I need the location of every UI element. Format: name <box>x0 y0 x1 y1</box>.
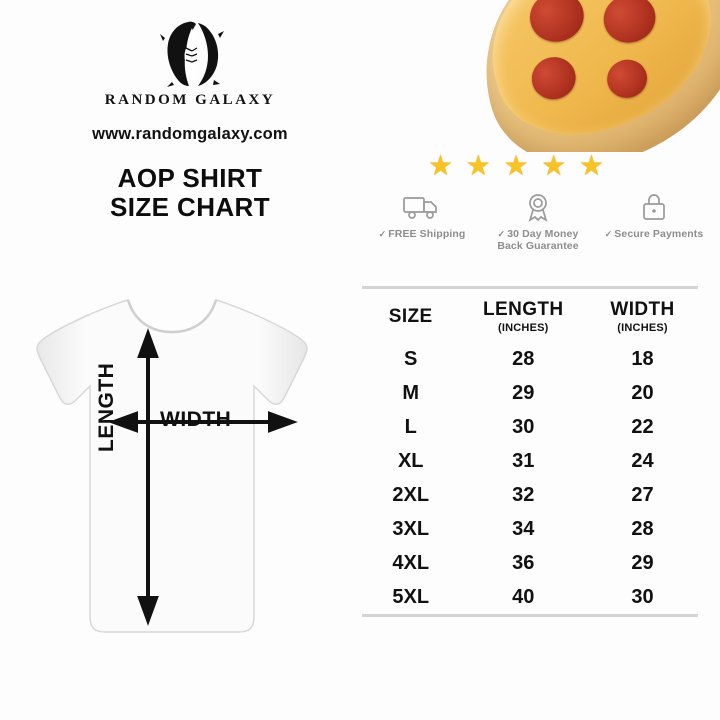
badge-free-shipping <box>368 190 476 240</box>
table-row <box>362 376 698 410</box>
badge-label: ✓ FREE Shipping <box>378 228 466 240</box>
check-icon: ✓ <box>378 229 387 239</box>
baseball-grunge-logo-icon <box>148 18 232 90</box>
cell-length: 31 <box>512 449 535 472</box>
cell-size: S <box>404 347 418 370</box>
delivery-truck-icon <box>368 190 476 224</box>
brand-block <box>20 18 360 222</box>
cell-size: 5XL <box>392 585 430 608</box>
width-label: WIDTH <box>160 408 232 431</box>
cell-width: 24 <box>631 449 654 472</box>
badge-secure-payments <box>600 190 708 240</box>
page-title-line2: SIZE CHART <box>110 192 270 223</box>
cell-size: 3XL <box>392 517 430 540</box>
star-icon: ★ <box>503 150 529 181</box>
cell-length: 36 <box>512 551 535 574</box>
cell-width: 20 <box>631 381 654 404</box>
table-row <box>362 444 698 478</box>
cell-length: 28 <box>512 347 535 370</box>
page-title <box>20 164 360 222</box>
table-row <box>362 580 698 614</box>
cell-size: 2XL <box>392 483 430 506</box>
star-icon: ★ <box>541 150 567 181</box>
cell-size: M <box>402 381 420 404</box>
check-icon: ✓ <box>604 229 613 239</box>
cell-size: L <box>404 415 417 438</box>
column-unit-width: (INCHES) <box>617 322 668 334</box>
table-row <box>362 410 698 444</box>
cell-width: 18 <box>631 347 654 370</box>
cell-length: 29 <box>512 381 535 404</box>
table-row <box>362 342 698 376</box>
shirt-measurement-diagram <box>24 286 336 666</box>
star-icon: ★ <box>578 150 604 181</box>
pepperoni-pizza-slice-photo <box>400 0 720 152</box>
column-header-width: WIDTH (INCHES) <box>587 289 698 342</box>
table-row <box>362 546 698 580</box>
badge-label: ✓ Secure Payments <box>604 228 704 240</box>
cell-length: 34 <box>512 517 535 540</box>
column-header-size: SIZE <box>388 305 433 327</box>
star-rating <box>428 152 604 180</box>
award-ribbon-icon <box>484 190 592 224</box>
cell-width: 28 <box>631 517 654 540</box>
column-header-length: LENGTH (INCHES) <box>459 289 587 342</box>
white-tshirt-illustration <box>24 286 336 666</box>
check-icon: ✓ <box>497 229 506 239</box>
cell-length: 30 <box>512 415 535 438</box>
brand-url: www.randomgalaxy.com <box>92 125 288 143</box>
trust-badges <box>368 190 708 253</box>
cell-width: 22 <box>631 415 654 438</box>
cell-width: 29 <box>631 551 654 574</box>
page-title-line1: AOP SHIRT <box>117 163 263 193</box>
table-bottom-rule <box>362 614 698 617</box>
lock-icon <box>600 190 708 224</box>
cell-size: 4XL <box>392 551 430 574</box>
badge-money-back <box>484 190 592 253</box>
star-icon: ★ <box>428 150 454 181</box>
cell-width: 30 <box>631 585 654 608</box>
table-row <box>362 478 698 512</box>
cell-size: XL <box>397 449 424 472</box>
brand-name: RANDOM GALAXY <box>104 92 276 108</box>
column-unit-length: (INCHES) <box>498 322 549 334</box>
star-icon: ★ <box>465 150 491 181</box>
badge-label: ✓ 30 Day Money Back Guarantee <box>497 228 579 253</box>
table-row <box>362 512 698 546</box>
length-label: LENGTH <box>95 362 118 452</box>
cell-length: 32 <box>512 483 535 506</box>
table-header-row <box>362 289 698 342</box>
size-table <box>362 286 698 617</box>
cell-width: 27 <box>631 483 654 506</box>
cell-length: 40 <box>512 585 535 608</box>
